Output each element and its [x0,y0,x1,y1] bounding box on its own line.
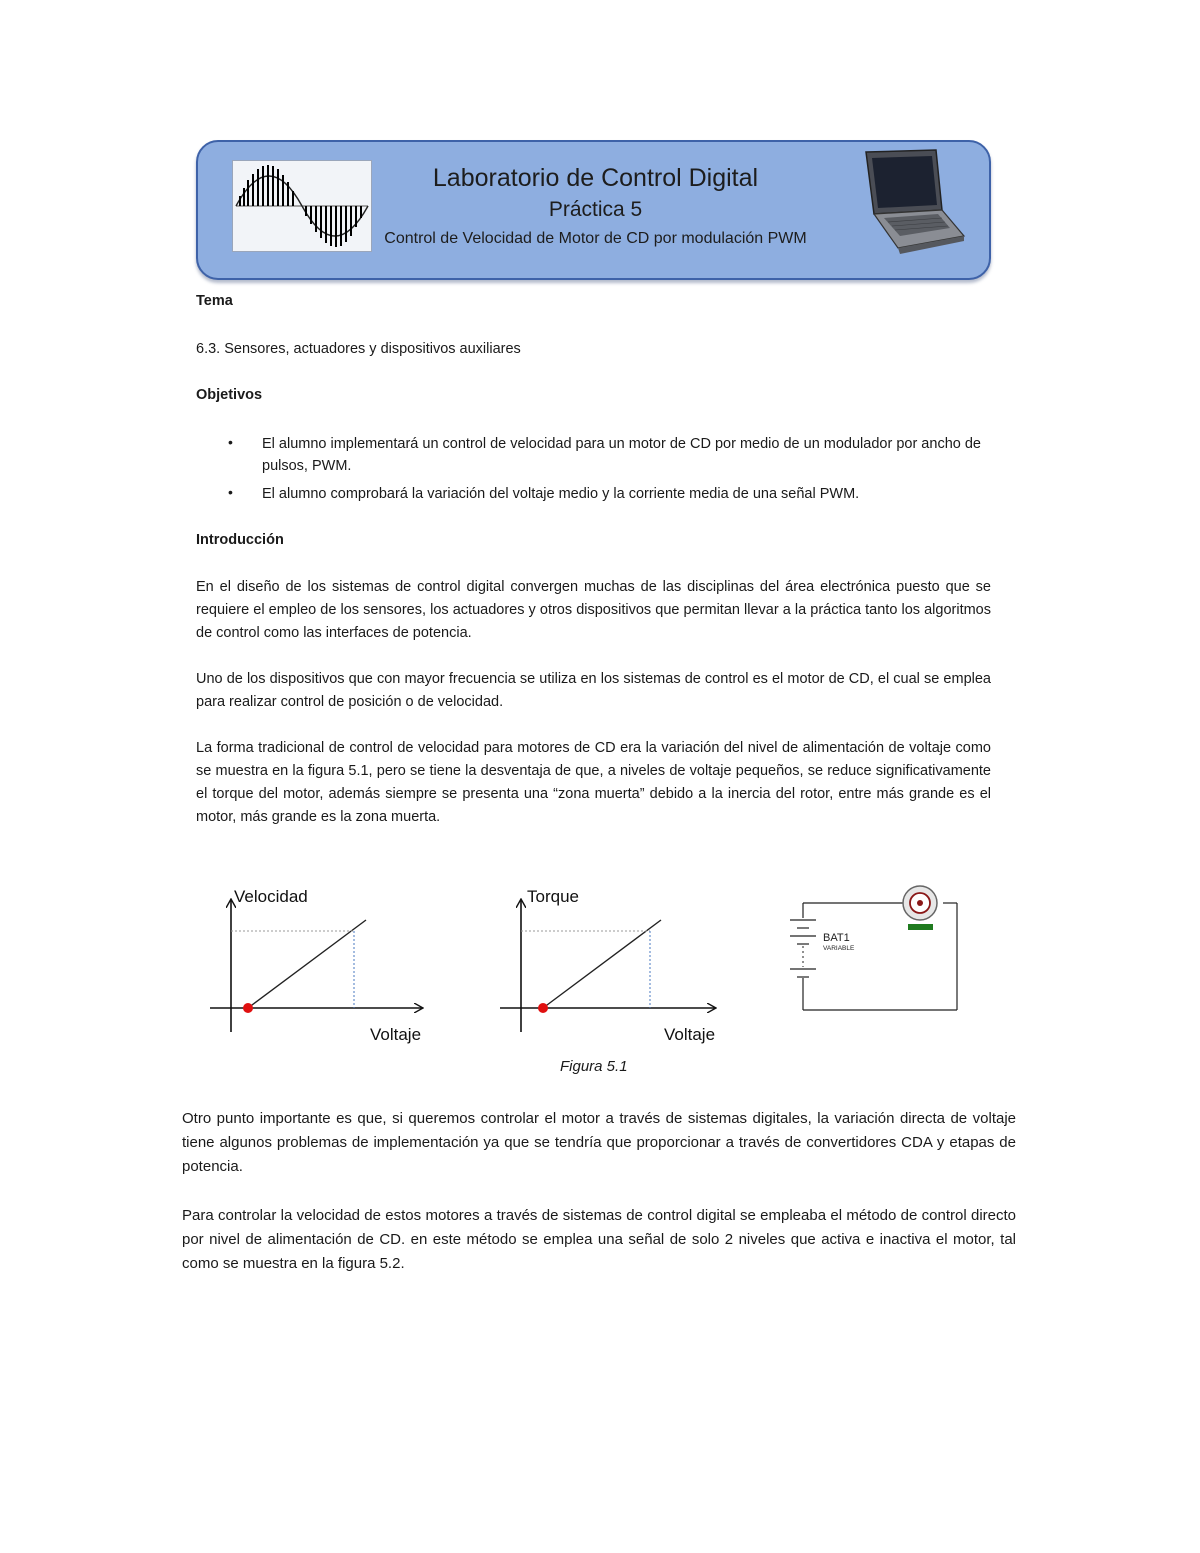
velocidad-graph [210,887,422,1044]
torque-graph [500,887,715,1044]
introduccion-heading: Introducción [196,532,284,548]
laptop-icon [854,148,966,258]
bullet-icon: • [228,434,233,450]
objetivos-heading: Objetivos [196,387,263,403]
tema-heading: Tema [196,293,233,309]
body-paragraph: Para controlar la velocidad de estos motores a través de sistemas de control digital se empleaba el método de control directo por nivel de alimentación de CD. en este método se emplea una señal de solo 2 niveles que activa e inactiva el motor, tal como se muestra en la figura 5.2. [182,1207,1016,1272]
objetivo-item: El alumno implementará un control de velocidad para un motor de CD por medio de un modulador por ancho de pulsos, PWM. [262,436,981,474]
torque-label: Torque [527,887,579,906]
header-title: Laboratorio de Control Digital [432,164,759,192]
battery-icon [790,920,816,977]
voltaje-label: Voltaje [370,1025,422,1044]
motor-circuit [790,886,957,1010]
dead-zone-dot [243,1003,253,1013]
battery-value: VARIABLE [823,945,855,952]
tema-text: 6.3. Sensores, actuadores y dispositivos auxiliares [196,341,521,357]
intro-paragraph: La forma tradicional de control de velocidad para motores de CD era la variación del nivel de alimentación de voltaje como se muestra en la figura 5.1, pero se tiene la desventaja de que, a niveles de voltaje pequeños, se reduce significativamente el torque del motor, además siempre se presenta una “zona muerta” debido a la inercia del rotor, entre más grande es el motor, más grande es la zona muerta. [196,740,991,825]
figure-5-1 [200,870,980,1050]
intro-paragraph: Uno de los dispositivos que con mayor frecuencia se utiliza en los sistemas de control es el motor de CD, el cual se emplea para realizar control de posición o de velocidad. [196,671,991,710]
battery-label: BAT1 [823,932,850,944]
intro-paragraph: En el diseño de los sistemas de control digital convergen muchas de las disciplinas del área electrónica puesto que se requiere el empleo de los sensores, los actuadores y otros dispositivos que permitan llevar a la práctica tanto los algoritmos de control como las interfaces de potencia. [196,579,991,641]
header-subtitle: Control de Velocidad de Motor de CD por modulación PWM [384,230,807,247]
objetivo-item: El alumno comprobará la variación del voltaje medio y la corriente media de una señal PWM. [262,486,860,502]
body-paragraph: Otro punto importante es que, si queremos controlar el motor a través de sistemas digitales, la variación directa de voltaje tiene algunos problemas de implementación ya que se tendría que proporcionar a través de convertidores CDA y etapas de potencia. [182,1110,1016,1175]
header-banner [196,140,991,280]
voltaje-label: Voltaje [664,1025,716,1044]
motor-icon [903,886,937,930]
header-practice: Práctica 5 [548,198,643,221]
dead-zone-dot [538,1003,548,1013]
figure-caption: Figura 5.1 [560,1058,628,1075]
velocidad-label: Velocidad [234,887,308,906]
bullet-icon: • [228,484,233,500]
